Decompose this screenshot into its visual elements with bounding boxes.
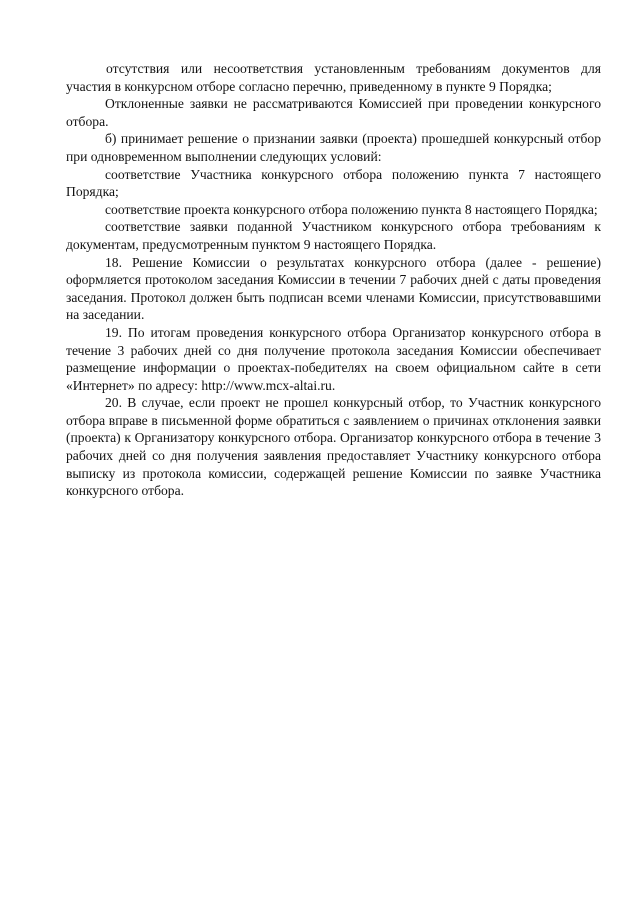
paragraph-condition-documents: соответствие заявки поданной Участником конкурсного отбора требованиям к документам, предусмотренным пунктом 9 настоящего Порядка. [66, 219, 601, 252]
paragraph-decision-conditions: б) принимает решение о признании заявки (проекта) прошедшей конкурсный отбор при одновременном выполнении следующих условий: [66, 131, 601, 164]
paragraph-item-19: 19. По итогам проведения конкурсного отбора Организатор конкурсного отбора в течение 3 рабочих дней со дня получение протокола заседания Комиссии обеспечивает размещение информации о проектах-победителях на своем официальном сайте в сети «Интернет» по адресу: http://www.mcx-altai.ru. [66, 324, 601, 393]
paragraph-item-20: 20. В случае, если проект не прошел конкурсный отбор, то Участник конкурсного отбора вправе в письменной форме обратиться с заявлением о причинах отклонения заявки (проекта) к Организатору конкурсного отбора. Организатор конкурсного отбора в течение 3 рабочих дней со дня получения заявления предоставляет Участнику конкурсного отбора выписку из протокола комиссии, содержащей решение Комиссии по заявке Участника конкурсного отбора. [66, 395, 601, 499]
paragraph-rejected-applications: Отклоненные заявки не рассматриваются Комиссией при проведении конкурсного отбора. [66, 96, 601, 129]
paragraph-missing-documents: отсутствия или несоответствия установленным требованиям документов для участия в конкурсном отборе согласно перечню, приведенному в пункте 9 Порядка; [66, 61, 601, 94]
document-body [66, 60, 601, 500]
paragraph-item-18: 18. Решение Комиссии о результатах конкурсного отбора (далее - решение) оформляется протоколом заседания Комиссии в течении 7 рабочих дней с даты проведения заседания. Протокол должен быть подписан всеми членами Комиссии, присутствовавшими на заседании. [66, 254, 601, 323]
paragraph-condition-project: соответствие проекта конкурсного отбора положению пункта 8 настоящего Порядка; [105, 201, 598, 217]
paragraph-condition-participant: соответствие Участника конкурсного отбора положению пункта 7 настоящего Порядка; [66, 166, 601, 200]
